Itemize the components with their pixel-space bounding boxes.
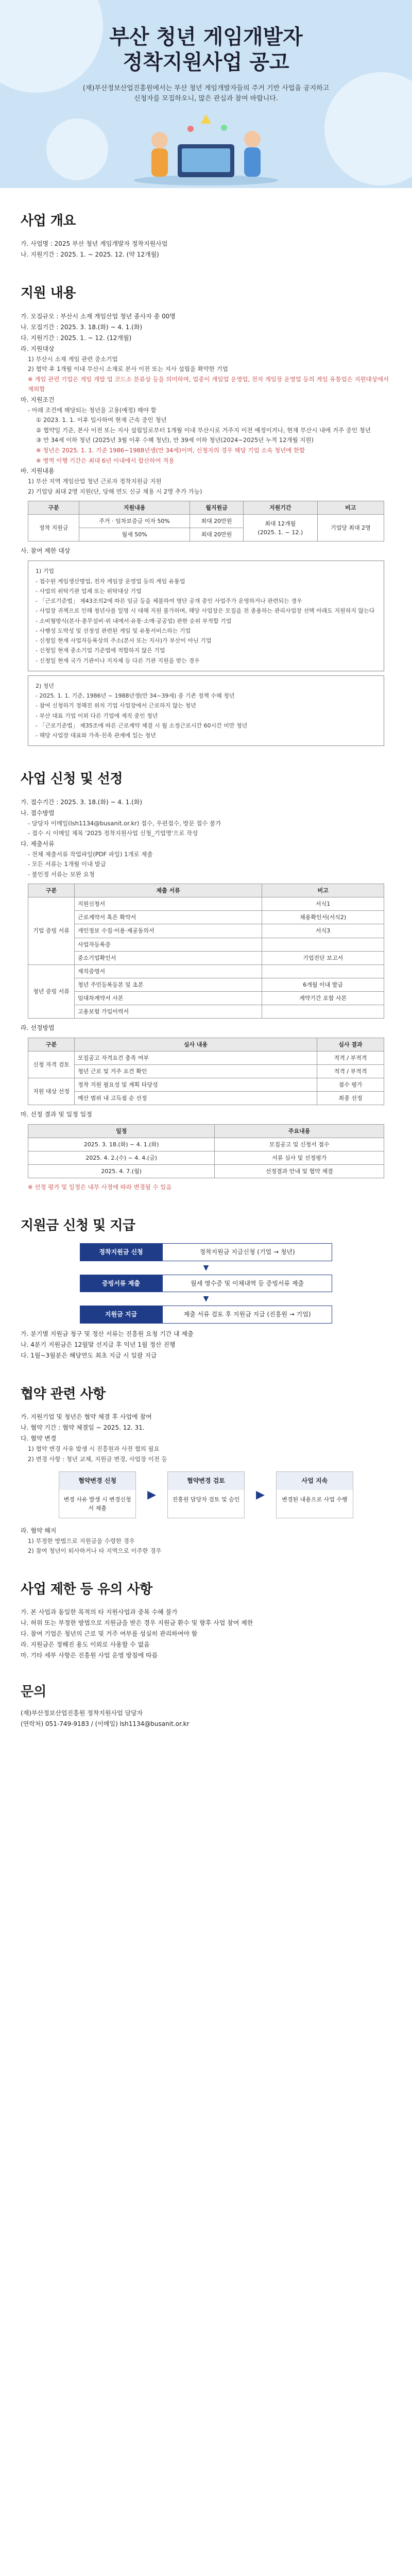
- table-cell: 고용보험 가입이력서: [75, 1005, 262, 1018]
- condition-line: - 아래 조건에 해당되는 청년을 고용(예정) 해야 함: [28, 406, 157, 414]
- table-header: 지원내용: [79, 501, 190, 515]
- table-header: 월지원금: [190, 501, 243, 515]
- table-cell: 임대차계약서 사본: [75, 991, 262, 1005]
- table-header: 비고: [262, 884, 384, 897]
- table-header: 주요내용: [215, 1125, 384, 1138]
- flow-step: [28, 1306, 384, 1324]
- table-cell: 모집공고 자격요건 충족 여부: [75, 1051, 317, 1064]
- condition-line: ③ 만 34세 이하 청년 (2025년 3월 이후 수혜 청년), 만 39세 이하 청년(2024~2025년 누적 12개월 지원): [36, 436, 314, 444]
- table-cell: 2025. 3. 18.(화) ~ 4. 1.(화): [28, 1138, 215, 1151]
- table-header: 심사 내용: [75, 1038, 317, 1051]
- support-line: 가. 모집규모 : 부산시 소재 게임산업 청년 종사자 총 00명: [21, 312, 176, 320]
- cooperation-heading: 협약 관련 사항: [21, 1386, 106, 1402]
- coop-line: 다. 협약 변경: [21, 1435, 57, 1443]
- table-header: 비고: [317, 501, 384, 515]
- support-line: 마. 지원조건: [21, 396, 55, 403]
- coop-sub-line: 2) 변경 사항 : 청년 교체, 지원금 변경, 사업장 이전 등: [28, 1455, 167, 1463]
- game-developers-illustration: [129, 108, 283, 185]
- table-cell: 주거 · 임차보증금 이자 50%: [79, 515, 190, 528]
- title-line-1: 부산 청년 게임개발자: [109, 25, 303, 49]
- table-header: 제출 서류: [75, 884, 262, 897]
- table-header: 구분: [28, 501, 79, 515]
- arrow-right-icon: ▶: [256, 1488, 265, 1501]
- support-line: 나. 모집기간 : 2025. 3. 18.(화) ~ 4. 1.(화): [21, 323, 143, 331]
- table-cell: 지원 대상 선정: [28, 1078, 75, 1105]
- table-cell: 2025. 4. 7.(월): [28, 1165, 215, 1178]
- table-cell: 점수 평가: [317, 1078, 384, 1091]
- contact-phone[interactable]: (연락처) 051-749-9183 / (이메일) lsh1134@busanit.or.kr: [21, 1720, 190, 1727]
- table-row: [28, 924, 384, 938]
- caution-line: 가. 본 사업과 동일한 목적의 타 지원사업과 중복 수혜 불가: [21, 1608, 178, 1616]
- schedule-note: ※ 선정 평가 및 일정은 내부 사정에 따라 변경될 수 있음: [28, 1183, 172, 1191]
- caution-line: 라. 지원금은 정해진 용도 이외로 사용할 수 없음: [21, 1641, 150, 1649]
- table-row: [28, 1151, 384, 1165]
- table-cell: 적격 / 부적격: [317, 1064, 384, 1078]
- hero-description: [0, 83, 412, 105]
- table-row: [28, 911, 384, 924]
- table-cell: 청년 증빙 서류: [28, 964, 75, 1018]
- title-line-2: 정착지원사업 공고: [123, 50, 289, 74]
- coop-card-body: 변경된 내용으로 사업 수행: [282, 1496, 348, 1503]
- flow-step: [28, 1275, 384, 1293]
- apply-line: 나. 접수방법: [21, 809, 55, 817]
- schedule-table: [28, 1124, 384, 1178]
- pay-line: 다. 1월~3월분은 해당연도 최초 지급 시 일괄 지급: [21, 1351, 157, 1359]
- limit-line: - 사업장 귀책으로 인해 청년사를 일명 시 대해 지원 불가하며, 해당 사업장은 모집을 전 종용하는 관리사업장 선택 아래도 지원하지 않는다: [36, 607, 375, 615]
- table-row: [28, 897, 384, 911]
- table-header: 지원기간: [243, 501, 317, 515]
- table-header: 심사 결과: [317, 1038, 384, 1051]
- table-cell: 사업자등록증: [75, 938, 262, 951]
- table-cell: 재직증명서: [75, 964, 262, 978]
- limit-line: - 접수된 게임생산명업, 전자 게임장 운영업 등의 게임 유통업: [36, 578, 185, 585]
- table-cell: 최대 20만원: [190, 528, 243, 541]
- caution-line: 마. 기타 세부 사항은 진흥원 사업 운영 방침에 따름: [21, 1652, 158, 1659]
- overview-line: 나. 지원기간 : 2025. 1. ~ 2025. 12. (약 12개월): [21, 251, 159, 259]
- table-row: [28, 964, 384, 978]
- table-row: [28, 1138, 384, 1151]
- content-line: 2) 기업당 최대 2명 지원(단, 당해 연도 신규 채용 시 2명 추가 가능): [28, 487, 202, 495]
- coop-card-title: 협약변경 신청: [59, 1472, 135, 1490]
- apply-section: [0, 769, 412, 1192]
- table-cell: 정착 지원 필요성 및 계획 타당성: [75, 1078, 317, 1091]
- table-cell: 중소기업확인서: [75, 951, 262, 964]
- caution-line: 나. 허위 또는 부정한 방법으로 지원금을 받은 경우 지원금 환수 및 향후 사업 참여 제한: [21, 1619, 253, 1627]
- limit-line: - 사행성 도박성 및 선정성 관련된 게임 및 유통서비스하는 기업: [36, 627, 191, 634]
- contact-org: (재)부산정보산업진흥원 정착지원사업 담당자: [21, 1709, 143, 1717]
- support-section: [0, 283, 412, 746]
- flow-step-title: 지원금 지급: [80, 1306, 162, 1324]
- flow-step-desc: 제출 서류 검토 후 지원금 지급 (진흥원 → 기업): [162, 1306, 332, 1324]
- target-line: 1) 부산시 소재 게임 관련 중소기업: [28, 355, 118, 363]
- contact-section: [0, 1682, 412, 1750]
- target-note: ※ 게임 관련 기업은 게임 개발 업 코드소 분류상 등을 의미하며, 업종이 게임업 운영업, 전자 게임장 운영업 등의 게임 유통업은 지원대상에서 제외함: [28, 375, 389, 393]
- caution-line: 다. 참여 기업은 청년의 근로 및 거주 여부를 성실히 관리하여야 함: [21, 1630, 198, 1638]
- docs-line: - 불인정 서류는 보완 요청: [28, 870, 95, 878]
- coop-card: [59, 1471, 136, 1518]
- coop-sub-line: 2) 참여 청년이 퇴사하거나 타 지역으로 이주한 경우: [28, 1547, 162, 1555]
- docs-table: [28, 884, 384, 1018]
- table-cell: 서식3: [262, 924, 384, 938]
- pay-section: [0, 1215, 412, 1361]
- limit-line: - 해당 사업장 대표와 가족·친족 관계에 있는 청년: [36, 732, 156, 739]
- overview-section: [0, 211, 412, 260]
- limit-line: - 참여 신청하기 정해진 위치 기업 사업장에서 근로하지 않는 청년: [36, 702, 196, 709]
- table-cell: 기업 증빙 서류: [28, 897, 75, 964]
- arrow-down-icon: ▼: [203, 1263, 209, 1272]
- docs-line: - 모든 서류는 1개월 이내 발급: [28, 860, 106, 868]
- limit-line: - 「근로기준법」 제35조에 따른 근로계약 체결 시 월 소정근로시간 60시간 미만 청년: [36, 722, 248, 729]
- table-row: [28, 1091, 384, 1105]
- coop-sub-line: 1) 부정한 방법으로 지원금을 수령한 경우: [28, 1537, 135, 1545]
- apply-line: 다. 제출서류: [21, 840, 55, 848]
- table-cell: 근로계약서 혹은 확약서: [75, 911, 262, 924]
- target-line: 2) 협약 후 1개월 이내 부산시 소재로 본사 이전 또는 지사 설립을 확약한 기업: [28, 365, 228, 373]
- hero-desc-line-1: (재)부산정보산업진흥원에서는 부산 청년 게임개발자들의 주거 기반 사업을 공지하고: [82, 84, 330, 92]
- caution-heading: 사업 제한 등 유의 사항: [21, 1582, 152, 1598]
- contact-heading: 문의: [21, 1684, 47, 1700]
- limit-line: - 신청일 현재 사업자등록상의 주소(본사 또는 지사)가 부산이 아닌 기업: [36, 637, 212, 645]
- table-cell: 2025. 4. 2.(수) ~ 4. 4.(금): [28, 1151, 215, 1165]
- limit-line: 1) 기업: [36, 568, 55, 575]
- flow-step-title: 증빙서류 제출: [80, 1275, 162, 1293]
- table-cell: 청년 근로 및 거주 요건 확인: [75, 1064, 317, 1078]
- table-header: 구분: [28, 1038, 75, 1051]
- limit-line: - 신청일 현재 중소기업 기준법에 적합하지 않은 기업: [36, 647, 165, 654]
- table-row: [28, 1005, 384, 1018]
- table-row: [28, 991, 384, 1005]
- table-cell: 예산 범위 내 고득점 순 선정: [75, 1091, 317, 1105]
- flow-step-desc: 월세 영수증 및 이체내역 등 증빙서류 제출: [162, 1275, 332, 1293]
- table-cell: 개인정보 수집·이용·제공동의서: [75, 924, 262, 938]
- support-heading: 지원 내용: [21, 285, 76, 301]
- table-cell: 최대 12개월 (2025. 1. ~ 12.): [243, 515, 317, 541]
- overview-line: 가. 사업명 : 2025 부산 청년 게임개발자 정착지원사업: [21, 240, 168, 248]
- table-header: 구분: [28, 884, 75, 897]
- limit-line: 2) 청년: [36, 682, 55, 689]
- condition-note: ※ 청년은 2025. 1. 1. 기준 1986~1988년생(만 34세)이며, 신청자의 경우 해당 기업 소속 청년에 한함: [36, 446, 305, 454]
- limit-box-company: [28, 561, 384, 671]
- method-line: - 접수 시 이메일 제목 '2025 정착지원사업 신청_기업명'으로 작성: [28, 829, 198, 837]
- coop-card-title: 협약변경 검토: [168, 1472, 244, 1490]
- coop-sub-line: 1) 협약 변경 사유 발생 시 진흥원과 사전 협의 필요: [28, 1445, 160, 1453]
- limit-line: - 「근로기준법」 제43조의2에 따른 임금 등을 체불하여 명단 공개 중인 사업주가 운영하거나 관련되는 경우: [36, 598, 302, 605]
- table-row: [28, 515, 384, 528]
- hero-desc-line-2: 신청자를 모집하오니, 많은 관심과 참여 바랍니다.: [133, 95, 279, 103]
- table-cell: 6개월 이내 발급: [262, 978, 384, 991]
- apply-heading: 사업 신청 및 선정: [21, 771, 123, 787]
- condition-note: ※ 병역 이행 기간은 최대 6년 이내에서 합산하여 적용: [36, 456, 175, 464]
- coop-line: 나. 협약 기간 : 협약 체결일 ~ 2025. 12. 31.: [21, 1424, 145, 1432]
- page-title: [0, 0, 412, 75]
- table-cell: 선정결과 안내 및 협약 체결: [215, 1165, 384, 1178]
- support-line: 사. 참여 제한 대상: [21, 547, 71, 555]
- coop-line: 라. 협약 해지: [21, 1527, 57, 1534]
- docs-line: - 전체 제출서류 작업파일(PDF 파일) 1개로 제출: [28, 850, 153, 858]
- limit-line: - 부산 대표 기업 이외 다른 기업에 재직 중인 청년: [36, 712, 158, 719]
- flow-step-desc: 정착지원금 지급신청 (기업 → 청년): [162, 1243, 332, 1261]
- table-row: [28, 1064, 384, 1078]
- flow-step: [28, 1243, 384, 1261]
- limit-line: - 신청일 현재 국가 기관이나 지자체 등 다른 기관 지원을 받는 경우: [36, 657, 200, 664]
- table-cell: 신청 자격 검토: [28, 1051, 75, 1078]
- arrow-right-icon: ▶: [147, 1488, 156, 1501]
- pay-line: 나. 4분기 지원금은 12월말 선지급 후 익년 1월 정산 진행: [21, 1341, 176, 1348]
- flow-step-title: 정착지원금 신청: [80, 1243, 162, 1261]
- coop-card: [276, 1471, 353, 1518]
- apply-line: 라. 선정방법: [21, 1024, 55, 1031]
- table-row: [28, 1165, 384, 1178]
- arrow-down-icon: ▼: [203, 1295, 209, 1303]
- cooperation-section: [0, 1384, 412, 1556]
- pay-flow: [28, 1243, 384, 1324]
- coop-card: [167, 1471, 245, 1518]
- table-cell: 서식1: [262, 897, 384, 911]
- content-line: 1) 부산 지역 게임산업 청년 근로자 정착지원금 지원: [28, 478, 162, 485]
- table-cell: 모집공고 및 신청서 접수: [215, 1138, 384, 1151]
- table-cell: 청년 주민등록등본 및 초본: [75, 978, 262, 991]
- limit-line: - 2025. 1. 1. 기준, 1986년 ~ 1988년생(만 34~39세) 중 기존 정책 수혜 청년: [36, 692, 235, 700]
- table-cell: 최대 20만원: [190, 515, 243, 528]
- table-cell: 계약기간 포함 사본: [262, 991, 384, 1005]
- limit-box-youth: [28, 675, 384, 747]
- limit-line: - 사업의 위탁기관 업체 또는 위탁대상 기업: [36, 587, 142, 595]
- table-row: [28, 1051, 384, 1064]
- limit-line: - 소비형방식(본사·총무설비·위 내에서·유통·소매·공공업) 관한 순위 부적합 기업: [36, 617, 232, 624]
- table-cell: [262, 964, 384, 978]
- table-cell: 기업진단 보고서: [262, 951, 384, 964]
- table-row: [28, 1078, 384, 1091]
- support-line: 라. 지원대상: [21, 345, 55, 352]
- schedule-label: 마. 선정 결과 및 일정 일정: [21, 1111, 92, 1118]
- table-cell: 기업당 최대 2명: [317, 515, 384, 541]
- eval-table: [28, 1038, 384, 1105]
- condition-line: ② 협약일 기준, 본사 이전 또는 지사 설립일로부터 1개월 이내 부산시로 거주지 이전 예정이거나, 현재 부산시 내에 거주 중인 청년: [36, 426, 371, 434]
- table-cell: 적격 / 부적격: [317, 1051, 384, 1064]
- coop-card-body: 진흥원 담당자 검토 및 승인: [172, 1496, 240, 1503]
- overview-heading: 사업 개요: [21, 213, 76, 229]
- table-row: [28, 951, 384, 964]
- table-cell: 최종 선정: [317, 1091, 384, 1105]
- table-row: [28, 938, 384, 951]
- table-cell: 서류 심사 및 선정평가: [215, 1151, 384, 1165]
- table-cell: 월세 50%: [79, 528, 190, 541]
- coop-card-title: 사업 지속: [277, 1472, 353, 1490]
- coop-line: 가. 지원기업 및 청년은 협약 체결 후 사업에 참여: [21, 1413, 152, 1421]
- method-line: - 담당자 이메일(lsh1134@busanit.or.kr) 접수, 우편접수, 방문 접수 불가: [28, 819, 221, 827]
- support-line: 바. 지원내용: [21, 467, 55, 475]
- caution-section: [0, 1579, 412, 1661]
- pay-heading: 지원금 신청 및 지급: [21, 1217, 135, 1233]
- table-cell: [262, 938, 384, 951]
- table-cell: 지원신청서: [75, 897, 262, 911]
- support-table: [28, 501, 384, 541]
- table-cell: 채용확인서(서식2): [262, 911, 384, 924]
- coop-flow-cards: [21, 1471, 391, 1518]
- table-cell: [262, 1005, 384, 1018]
- table-header: 일정: [28, 1125, 215, 1138]
- table-cell: 정착 지원금: [28, 515, 79, 541]
- apply-line: 가. 접수기간 : 2025. 3. 18.(화) ~ 4. 1.(화): [21, 798, 143, 806]
- hero-banner: [0, 0, 412, 188]
- coop-card-body: 변경 사유 발생 시 변경신청서 제출: [63, 1496, 131, 1512]
- table-row: [28, 978, 384, 991]
- pay-line: 가. 분기별 지원금 청구 및 정산 서류는 진흥원 요청 기간 내 제출: [21, 1330, 194, 1337]
- support-line: 다. 지원기간 : 2025. 1. ~ 12. (12개월): [21, 334, 132, 342]
- condition-line: ① 2023. 1. 1. 이후 입사하여 현재 근속 중인 청년: [36, 416, 167, 424]
